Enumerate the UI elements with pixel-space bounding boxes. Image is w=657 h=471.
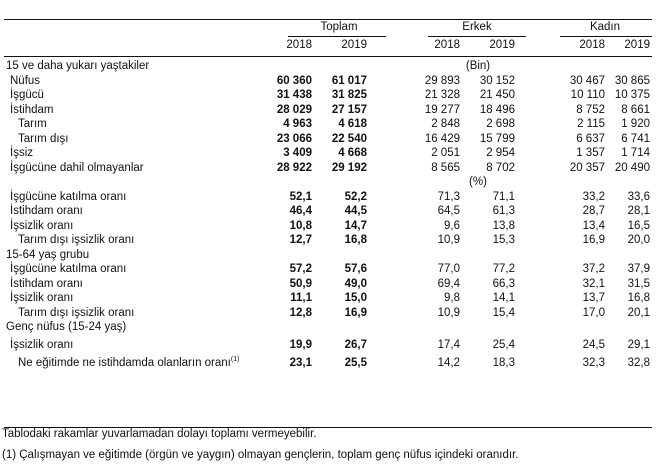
row-label — [6, 320, 126, 335]
table-row — [4, 277, 652, 292]
value-cell: 49,0 — [344, 277, 367, 290]
row-label-text: İşsizlik oranı — [10, 292, 74, 304]
value-cell: 13,8 — [492, 219, 515, 232]
row-label-text: Ne eğitimde ne istihdamda olanların oranı — [18, 356, 231, 369]
value-cell: 14,2 — [437, 356, 460, 369]
value-cell: 29,1 — [627, 338, 650, 351]
value-cell: 1 920 — [621, 118, 650, 130]
value-cell: 46,4 — [289, 205, 312, 217]
value-cell: 37,2 — [582, 263, 605, 275]
table-row — [4, 59, 652, 74]
row-label — [10, 291, 73, 306]
row-label-text: İşsizlik oranı — [10, 338, 74, 351]
row-label-text: İşsiz — [10, 147, 33, 159]
value-cell: 44,5 — [344, 205, 367, 217]
header-kadin: Kadın — [589, 21, 621, 33]
value-cell: 11,1 — [290, 292, 312, 304]
year-cell: 2019 — [489, 39, 515, 51]
value-cell: 20 357 — [569, 161, 605, 174]
table-row — [4, 132, 652, 147]
value-cell: 15 799 — [479, 132, 515, 145]
row-label — [10, 262, 126, 277]
value-cell: 6 741 — [621, 132, 650, 145]
value-cell: 25,5 — [344, 356, 367, 369]
value-cell: 14,7 — [344, 219, 367, 232]
value-cell: 16,9 — [582, 234, 605, 246]
value-cell: 4 618 — [338, 118, 367, 130]
value-cell: 6 637 — [576, 132, 605, 145]
value-cell: 57,2 — [289, 263, 312, 275]
value-cell: 4 963 — [283, 118, 312, 130]
value-cell: 77,0 — [437, 263, 460, 275]
value-cell: 30 467 — [569, 74, 605, 87]
value-cell: 52,2 — [344, 190, 367, 203]
value-cell: 10 110 — [570, 89, 605, 101]
value-cell: 31 825 — [331, 89, 367, 101]
table-row — [4, 335, 652, 356]
value-cell: 28 029 — [276, 103, 312, 116]
value-cell: 33,6 — [627, 190, 650, 203]
value-cell: 10,8 — [289, 219, 312, 232]
value-cell: 28,7 — [582, 205, 605, 217]
table-row — [4, 248, 652, 263]
value-cell: 18,3 — [492, 356, 515, 369]
value-cell: 33,2 — [582, 190, 605, 203]
row-label-text: İşgücü — [10, 89, 44, 101]
value-cell: 15,3 — [492, 234, 515, 246]
value-cell: 16,9 — [344, 306, 367, 319]
footnote-rounding: Tablodaki rakamlar yuvarlamadan dolayı toplamı vermeyebilir. — [2, 428, 317, 440]
row-label — [10, 103, 53, 118]
header-erkek: Erkek — [462, 21, 492, 33]
value-cell: 1 714 — [621, 147, 650, 159]
unit-label: (%) — [469, 176, 487, 188]
value-cell: 16,8 — [627, 292, 650, 304]
value-cell: 30 152 — [479, 74, 515, 87]
footnote-1: (1) Çalışmayan ve eğitimde (örgün ve yaygın) olmayan gençlerin, toplam genç nüfus içindeki oranıdır. — [2, 449, 519, 461]
value-cell: 15,4 — [492, 306, 515, 319]
value-cell: 10 375 — [614, 89, 650, 101]
table-row — [4, 204, 652, 219]
table-row — [4, 190, 652, 205]
value-cell: 2 848 — [431, 118, 460, 130]
value-cell: 26,7 — [344, 338, 367, 351]
value-cell: 8 702 — [486, 161, 515, 174]
value-cell: 20 490 — [614, 161, 650, 174]
pct-unit-row — [4, 175, 652, 190]
row-label — [18, 117, 47, 132]
value-cell: 12,8 — [289, 306, 312, 319]
value-cell: 31 438 — [276, 89, 312, 101]
row-label — [10, 219, 73, 234]
value-cell: 23 066 — [276, 132, 312, 145]
value-cell: 10,9 — [437, 306, 460, 319]
row-label-text: Tarım dışı — [18, 132, 69, 145]
value-cell: 21 328 — [424, 89, 460, 101]
row-label-text: Tarım dışı işsizlik oranı — [18, 306, 135, 319]
row-label-text: 15 ve daha yukarı yaştakiler — [6, 60, 150, 72]
value-cell: 20,0 — [627, 234, 650, 246]
row-label — [10, 88, 44, 103]
table-row — [4, 219, 652, 234]
row-label-text: 15-64 yaş grubu — [6, 248, 90, 261]
value-cell: 9,6 — [444, 219, 460, 232]
value-cell: 66,3 — [492, 277, 515, 290]
value-cell: 2 051 — [431, 147, 460, 159]
value-cell: 29 893 — [424, 74, 460, 87]
value-cell: 8 752 — [576, 103, 605, 116]
value-cell: 13,4 — [582, 219, 605, 232]
row-label-text: Tarım dışı işsizlik oranı — [18, 234, 135, 246]
row-label-text: Genç nüfus (15-24 yaş) — [6, 321, 127, 333]
value-cell: 16,8 — [344, 234, 367, 246]
table-row — [4, 291, 652, 306]
row-label — [10, 190, 126, 205]
value-cell: 13,7 — [582, 292, 605, 304]
value-cell: 69,4 — [437, 277, 460, 290]
header-toplam: Toplam — [320, 21, 358, 33]
value-cell: 19,9 — [289, 338, 312, 351]
value-cell: 9,8 — [444, 292, 460, 304]
value-cell: 77,2 — [492, 263, 515, 275]
value-cell: 64,5 — [437, 205, 460, 217]
value-cell: 30 865 — [614, 74, 650, 87]
row-label-text: Nüfus — [10, 74, 41, 87]
value-cell: 10,9 — [437, 234, 460, 246]
value-cell: 27 157 — [331, 103, 367, 116]
row-label — [10, 204, 83, 219]
table-row — [4, 88, 652, 103]
table-row — [4, 161, 652, 176]
table-row — [4, 262, 652, 277]
row-label — [10, 277, 83, 292]
value-cell: 3 409 — [283, 147, 312, 159]
value-cell: 31,5 — [627, 277, 650, 290]
year-row — [4, 38, 652, 53]
row-label — [10, 146, 33, 161]
year-cell: 2018 — [286, 39, 312, 51]
value-cell: 2 698 — [486, 118, 515, 130]
value-cell: 17,0 — [582, 306, 605, 319]
value-cell: 57,6 — [344, 263, 367, 275]
table-row — [4, 103, 652, 118]
value-cell: 50,9 — [289, 277, 312, 290]
row-label — [18, 306, 134, 321]
value-cell: 2 115 — [577, 118, 605, 130]
value-cell: 17,4 — [437, 338, 460, 351]
row-label — [10, 335, 73, 356]
row-label — [18, 132, 68, 147]
value-cell: 24,5 — [582, 338, 605, 351]
year-cell: 2018 — [579, 39, 605, 51]
value-cell: 32,3 — [582, 356, 605, 369]
year-cell: 2019 — [341, 39, 367, 51]
table-row — [4, 74, 652, 89]
value-cell: 21 450 — [479, 89, 515, 101]
row-label-text: İşgücüne katılma oranı — [10, 263, 127, 275]
row-label-text: İşgücüne dahil olmayanlar — [10, 161, 144, 174]
value-cell: 61,3 — [492, 205, 515, 217]
value-cell: 18 496 — [479, 103, 515, 116]
value-cell: 2 954 — [486, 147, 515, 159]
row-label — [18, 356, 239, 371]
value-cell: 14,1 — [492, 292, 515, 304]
table-row — [4, 320, 652, 335]
row-label-text: İstihdam — [10, 103, 54, 116]
table-row — [4, 306, 652, 321]
value-cell: 19 277 — [424, 103, 460, 116]
value-cell: 22 540 — [331, 132, 367, 145]
unit-label: (Bin) — [465, 60, 491, 72]
group-rule-toplam — [288, 36, 386, 37]
row-label — [6, 59, 149, 74]
row-label — [18, 233, 134, 248]
value-cell: 8 565 — [431, 161, 460, 174]
header-rule — [4, 56, 652, 57]
value-cell: 25,4 — [492, 338, 515, 351]
value-cell: 15,0 — [344, 292, 367, 304]
value-cell: 52,1 — [289, 190, 312, 203]
row-label — [6, 248, 89, 263]
value-cell: 12,7 — [289, 234, 312, 246]
row-label-text: İşgücüne katılma oranı — [10, 190, 127, 203]
year-cell: 2019 — [624, 39, 650, 51]
value-cell: 32,1 — [582, 277, 605, 290]
table-row — [4, 233, 652, 248]
value-cell: 16,5 — [627, 219, 650, 232]
value-cell: 71,3 — [437, 190, 460, 203]
value-cell: 60 360 — [276, 74, 312, 87]
table-row — [4, 356, 652, 371]
value-cell: 37,9 — [627, 263, 650, 275]
row-label-text: İstihdam oranı — [10, 205, 83, 217]
value-cell: 8 661 — [621, 103, 650, 116]
footnote-marker: (1) — [230, 355, 240, 363]
row-label — [10, 74, 40, 89]
value-cell: 20,1 — [627, 306, 650, 319]
table-row — [4, 117, 652, 132]
group-rule-kadin — [560, 36, 652, 37]
value-cell: 16 429 — [424, 132, 460, 145]
group-rule-erkek — [428, 36, 526, 37]
value-cell: 28 922 — [276, 161, 312, 174]
value-cell: 32,8 — [627, 356, 650, 369]
table-row — [4, 146, 652, 161]
value-cell: 1 357 — [576, 147, 605, 159]
value-cell: 23,1 — [289, 356, 312, 369]
value-cell: 71,1 — [492, 190, 515, 203]
row-label-text: İşsizlik oranı — [10, 219, 74, 232]
value-cell: 28,1 — [627, 205, 650, 217]
value-cell: 4 668 — [338, 147, 367, 159]
value-cell: 29 192 — [331, 161, 367, 174]
row-label — [10, 161, 144, 176]
value-cell: 61 017 — [331, 74, 367, 87]
year-cell: 2018 — [434, 39, 460, 51]
row-label-text: Tarım — [18, 118, 47, 130]
row-label-text: İstihdam oranı — [10, 277, 83, 290]
top-rule — [4, 19, 652, 20]
